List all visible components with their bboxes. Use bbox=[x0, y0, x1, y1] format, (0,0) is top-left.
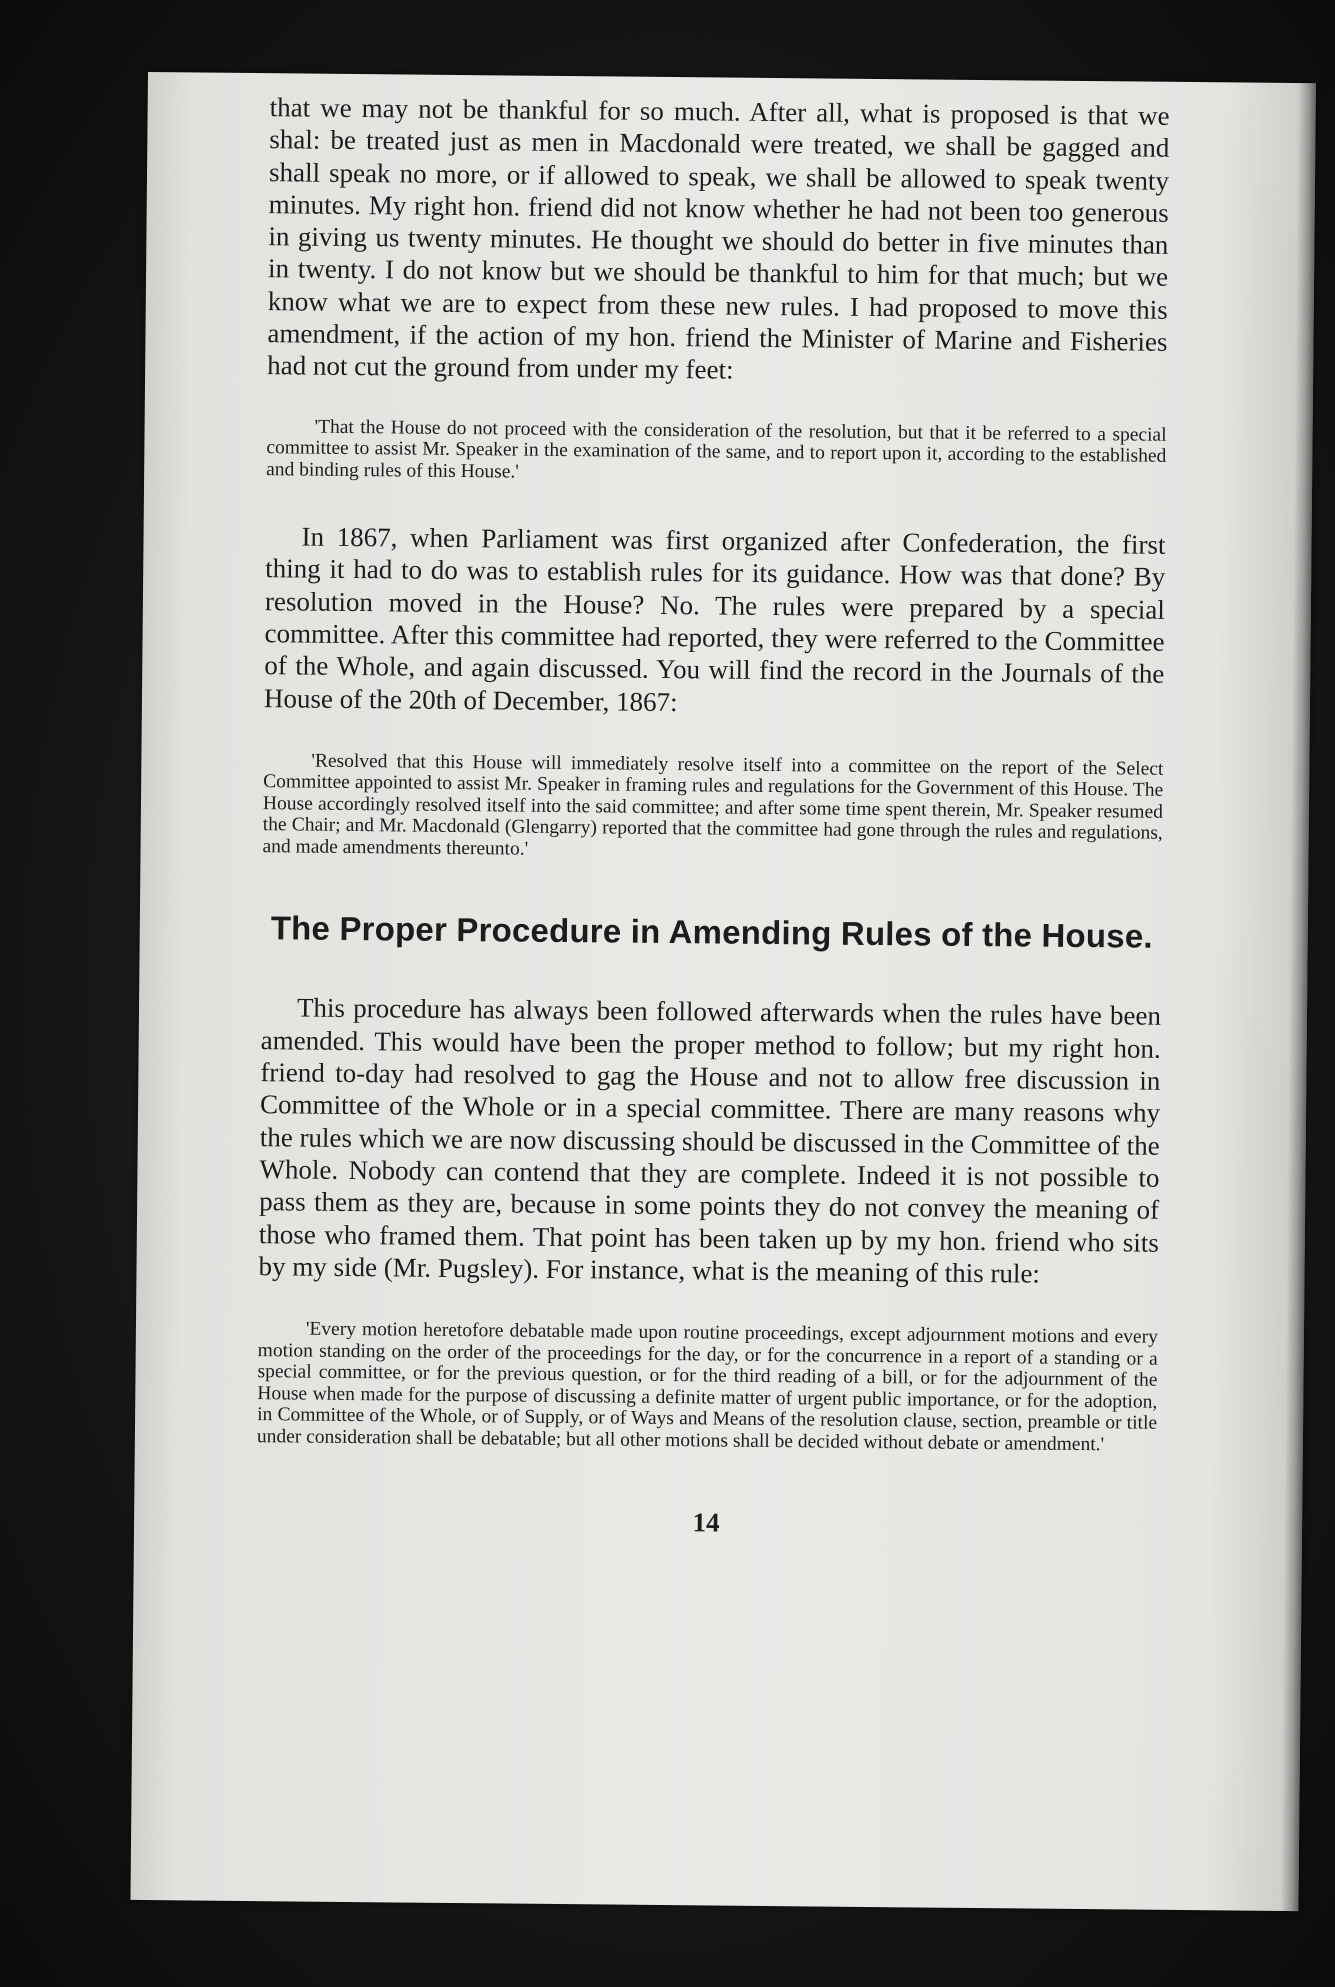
quoted-journal-record: 'Resolved that this House will immediately resolve itself into a committee on the report of the Select Committee appointed to assist Mr. Speaker in framing rules and regulations for the Government of this House. The House accordingly resolved itself into the said committee; and after some time spent therein, Mr. Speaker resumed the Chair; and Mr. Macdonald (Glengarry) reported that the committee had gone through the rules and regulations, and made amendments thereunto.' bbox=[262, 750, 1164, 860]
page-number: 14 bbox=[692, 1507, 720, 1538]
quoted-amendment: 'That the House do not proceed with the consideration of the resolution, but that it be referred to a special committee to assist Mr. Speaker in the examination of the same, and to report upon it, according to the established and binding rules of this House.' bbox=[266, 416, 1167, 483]
body-paragraph-3: This procedure has always been followed afterwards when the rules have been amended. This would have been the proper method to follow; but my right hon. friend to-day had resolved to gag the House and not to allow free discussion in Committee of the Whole or in a special committee. There are many reasons why the rules which we are now discussing should be discussed in the Committee of the Whole. Nobody can contend that they are complete. Indeed it is not possible to pass them as they are, because in some points they do not convey the meaning of those who framed them. That point has been taken up by my hon. friend who sits by my side (Mr. Pugsley). For instance, what is the meaning of this rule: bbox=[258, 992, 1162, 1289]
page-text-block bbox=[256, 91, 1170, 1543]
quoted-rule: 'Every motion heretofore debatable made upon routine proceedings, except adjournment motions and every motion standing on the order of the proceedings for the day, or for the concurrence in a report of a standing or a special committee, or for the previous question, or for the third reading of a bill, or for the adjournment of the House when made for the purpose of discussing a definite matter of urgent public importance, or for the adoption, in Committee of the Whole, or of Supply, or of Ways and Means of the resolution clause, section, preamble or title under consideration shall be debatable; but all other motions shall be decided without debate or amendment.' bbox=[256, 1318, 1159, 1455]
body-paragraph-2: In 1867, when Parliament was first organized after Confederation, the first thing it had to do was to establish rules for its guidance. How was that done? By resolution moved in the House? No. The rules were prepared by a special committee. After this committee had reported, they were referred to the Committee of the Whole, and again discussed. You will find the record in the Journals of the House of the 20th of December, 1867: bbox=[263, 521, 1166, 717]
section-heading: The Proper Procedure in Amending Rules of the House. bbox=[270, 909, 1153, 956]
book-page bbox=[130, 72, 1315, 1911]
page-spine-shadow bbox=[1280, 83, 1316, 1911]
body-paragraph-1: that we may not be thankful for so much. After all, what is proposed is that we shal: be treated just as men in Macdonald were treated, we shall be gagged and shall speak no more, or if allowed to speak, we shall be allowed to speak twenty minutes. My right hon. friend did not know whether he had not been too generous in giving us twenty minutes. He thought we should do better in five minutes than in twenty. I do not know but we should be thankful to him for that much; but we know what we are to expect from these new rules. I had proposed to move this amendment, if the action of my hon. friend the Minister of Marine and Fisheries had not cut the ground from under my feet: bbox=[267, 92, 1170, 386]
